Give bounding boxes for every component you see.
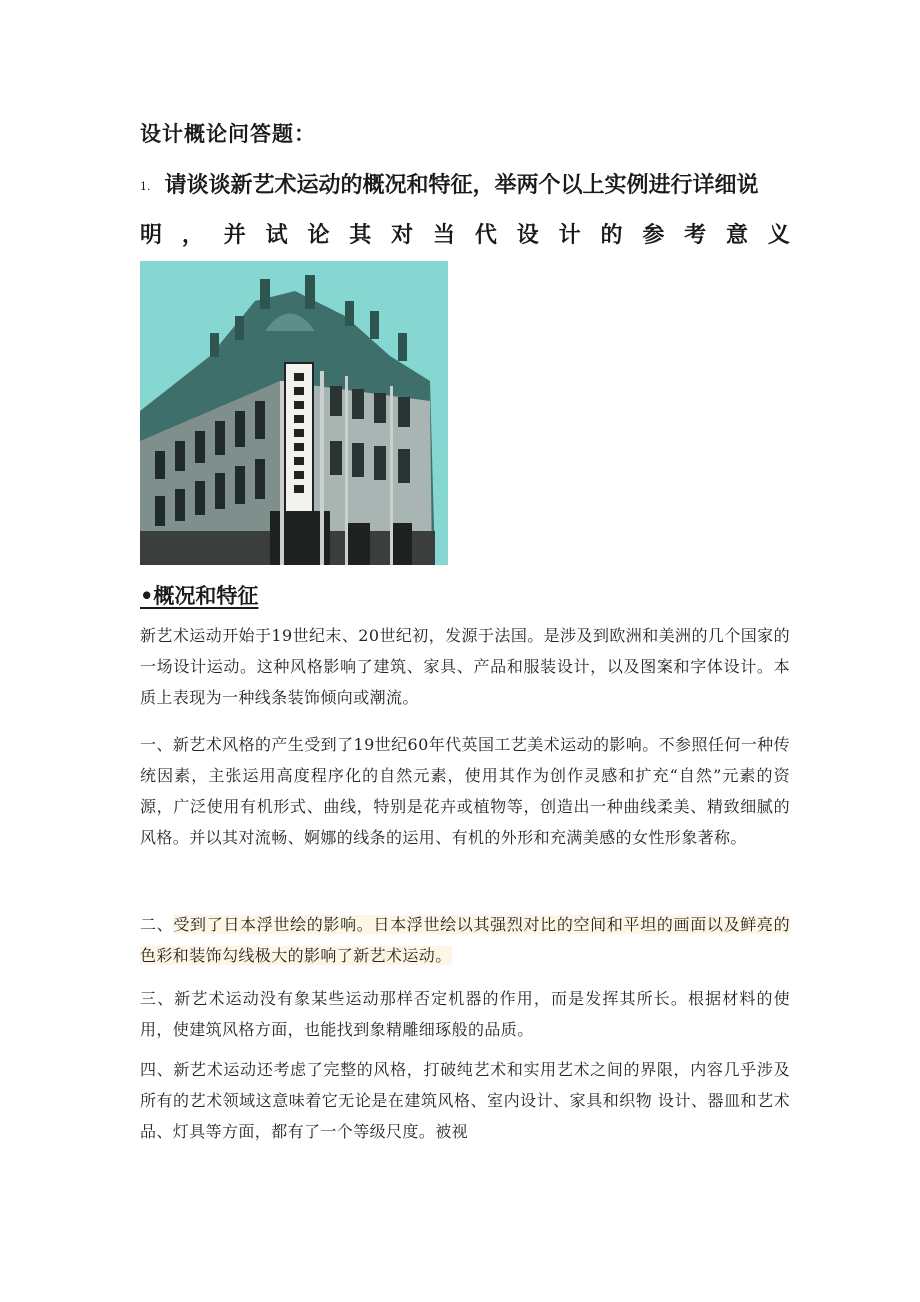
paragraph-point-4: 四、新艺术运动还考虑了完整的风格，打破纯艺术和实用艺术之间的界限，内容几乎涉及所有的艺术领域这意味着它无论是在建筑风格、室内设计、家具和织物 设计、器皿和艺术品、灯具等方面，都有了一个等级尺度。被视 <box>140 1060 790 1141</box>
question-line-1 <box>140 168 790 199</box>
question-line-2-char: 考 <box>684 222 707 248</box>
paragraph-overview: 新艺术运动开始于19世纪末、20世纪初，发源于法国。是涉及到欧洲和美洲的几个国家的一场设计运动。这种风格影响了建筑、家具、产品和服装设计，以及图案和字体设计。本质上表现为一种线条装饰倾向或潮流。 <box>140 626 790 707</box>
question-line-2-char: 对 <box>391 222 414 248</box>
question-line-2-char: 当 <box>433 222 456 248</box>
paragraph-point-2-prefix: 二、 <box>140 915 174 934</box>
question-line-2-char: ， <box>181 222 204 248</box>
question-line-2-char: 试 <box>265 222 288 248</box>
question-line-2-char: 并 <box>223 222 246 248</box>
question-line-2-char: 的 <box>600 222 623 248</box>
question-line-2-char: 论 <box>307 222 330 248</box>
question-line-2-char: 参 <box>642 222 665 248</box>
question-line-2-char: 设 <box>516 222 539 248</box>
question-line-2 <box>140 218 790 249</box>
question-line-2-char: 意 <box>726 222 749 248</box>
question-line-2-char: 代 <box>474 222 497 248</box>
question-line-2-char: 义 <box>767 222 790 248</box>
paragraph-point-1: 一、新艺术风格的产生受到了19世纪60年代英国工艺美术运动的影响。不参照任何一种传统因素，主张运用高度程序化的自然元素，使用其作为创作灵感和扩充“自然”元素的资源，广泛使用有机形式、曲线，特别是花卉或植物等，创造出一种曲线柔美、精致细腻的风格。并以其对流畅、婀娜的线条的运用、有机的外形和充满美感的女性形象著称。 <box>140 735 790 847</box>
paragraph-point-3: 三、新艺术运动没有象某些运动那样否定机器的作用，而是发挥其所长。根据材料的使用，使建筑风格方面，也能找到象精雕细琢般的品质。 <box>140 989 790 1039</box>
paragraph-point-2-highlight: 受到了日本浮世绘的影响。日本浮世绘以其强烈对比的空间和平坦的画面以及鲜亮的色彩和装饰勾线极大的影响了新艺术运动。 <box>140 915 790 965</box>
question-text-line-1: 请谈谈新艺术运动的概况和特征，举两个以上实例进行详细说 <box>164 172 759 198</box>
building-photo <box>140 261 448 565</box>
section-title: •概况和特征 <box>140 583 259 608</box>
question-line-2-char: 计 <box>558 222 581 248</box>
question-line-2-char: 明 <box>140 222 163 248</box>
paragraph-point-2 <box>140 909 790 971</box>
document-heading: 设计概论问答题： <box>140 121 316 146</box>
question-number: 1. <box>140 179 151 193</box>
question-line-2-char: 其 <box>349 222 372 248</box>
